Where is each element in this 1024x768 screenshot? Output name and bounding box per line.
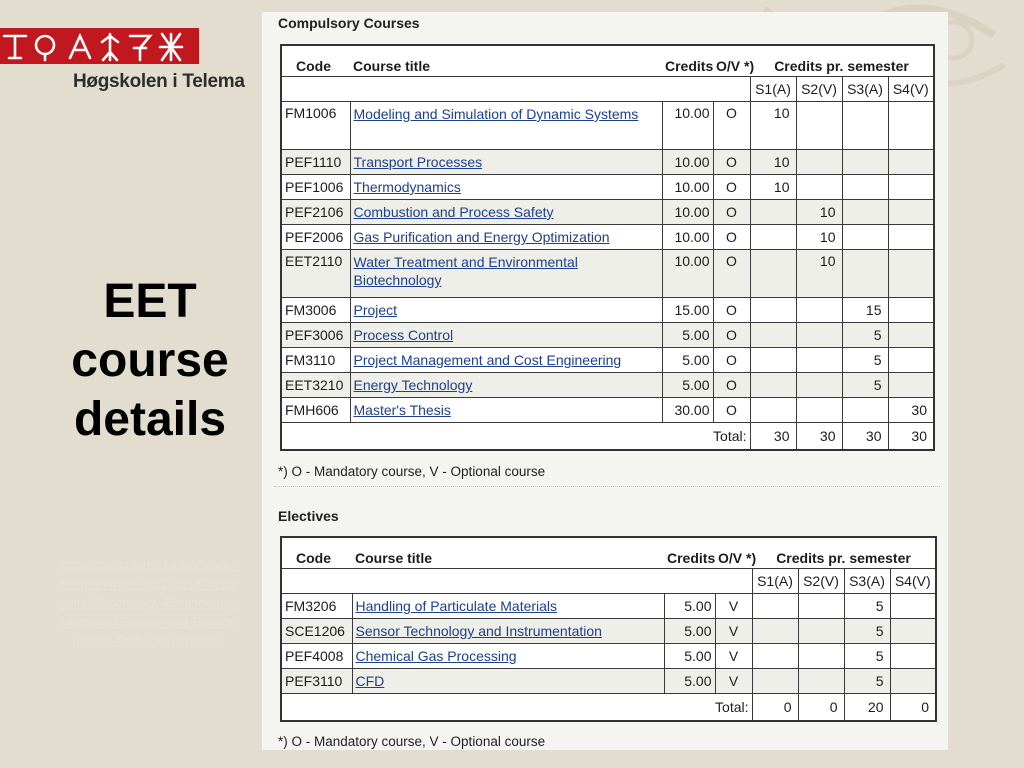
header-row — [281, 45, 934, 77]
semester-header: S2(V) — [798, 569, 844, 594]
semester-credits — [888, 373, 934, 398]
course-title-cell — [350, 150, 662, 175]
course-code: PEF3006 — [281, 323, 350, 348]
total-row — [281, 423, 934, 451]
course-credits: 30.00 — [662, 398, 713, 423]
semester-credits: 10 — [796, 200, 842, 225]
semester-credits — [888, 323, 934, 348]
table-row — [281, 669, 936, 694]
compulsory-table — [280, 44, 935, 451]
petroglyph-logo-icon — [0, 28, 199, 64]
semester-credits — [752, 644, 798, 669]
semester-credits — [750, 398, 796, 423]
course-code: EET2110 — [281, 250, 350, 298]
course-title-cell — [350, 102, 662, 150]
course-code: PEF1110 — [281, 150, 350, 175]
semester-credits — [888, 348, 934, 373]
compulsory-footnote: *) O - Mandatory course, V - Optional course — [278, 464, 546, 479]
course-credits: 10.00 — [662, 250, 713, 298]
course-title-link[interactable]: Gas Purification and Energy Optimization — [353, 229, 610, 245]
semester-credits — [888, 175, 934, 200]
semester-credits: 10 — [750, 175, 796, 200]
semester-credits — [888, 150, 934, 175]
semester-credits — [888, 250, 934, 298]
semester-credits — [750, 225, 796, 250]
course-title-link[interactable]: Combustion and Process Safety — [353, 204, 554, 220]
semester-credits: 10 — [750, 150, 796, 175]
semester-credits — [796, 150, 842, 175]
table-row — [281, 619, 936, 644]
course-code: PEF3110 — [281, 669, 352, 694]
course-ov: O — [713, 225, 750, 250]
semester-credits — [888, 225, 934, 250]
course-code: PEF2106 — [281, 200, 350, 225]
course-title-cell — [350, 323, 662, 348]
total-value: 0 — [752, 694, 798, 722]
semester-credits — [798, 644, 844, 669]
course-title-cell — [350, 398, 662, 423]
course-credits: 5.00 — [664, 644, 715, 669]
semester-credits — [796, 102, 842, 150]
col-header-title: Course title — [353, 58, 431, 74]
table-row — [281, 150, 934, 175]
course-credits: 5.00 — [664, 669, 715, 694]
semester-credits — [750, 250, 796, 298]
semester-credits — [888, 102, 934, 150]
semester-credits: 10 — [750, 102, 796, 150]
course-ov: V — [715, 619, 752, 644]
semester-credits: 5 — [842, 373, 888, 398]
course-code: PEF4008 — [281, 644, 352, 669]
semester-header: S1(A) — [752, 569, 798, 594]
semester-credits — [842, 250, 888, 298]
course-title-cell — [352, 619, 664, 644]
table-row — [281, 644, 936, 669]
semester-credits — [890, 594, 936, 619]
col-header-credits: Credits — [667, 550, 716, 566]
semester-credits — [750, 200, 796, 225]
semester-header-row — [281, 569, 936, 594]
semester-credits — [752, 669, 798, 694]
total-value: 30 — [842, 423, 888, 451]
course-ov: O — [713, 200, 750, 225]
semester-credits: 5 — [844, 644, 890, 669]
course-ov: O — [713, 175, 750, 200]
course-title-link[interactable]: Project — [353, 302, 398, 318]
table-row — [281, 398, 934, 423]
table-row — [281, 298, 934, 323]
table-row — [281, 225, 934, 250]
semester-credits — [842, 175, 888, 200]
semester-header-blank — [281, 569, 752, 594]
course-ov: O — [713, 102, 750, 150]
course-title-link[interactable]: Master's Thesis — [353, 402, 451, 418]
course-credits: 10.00 — [662, 175, 713, 200]
title-line: details — [73, 393, 227, 446]
course-code: FM3110 — [281, 348, 350, 373]
semester-credits — [796, 298, 842, 323]
table-row — [281, 323, 934, 348]
course-ov: O — [713, 323, 750, 348]
total-value: 30 — [750, 423, 796, 451]
semester-credits — [842, 150, 888, 175]
course-title-link[interactable]: Transport Processes — [353, 154, 483, 170]
course-credits: 10.00 — [662, 102, 713, 150]
course-title-link[interactable]: Handling of Particulate Materials — [355, 598, 558, 614]
total-label: Total: — [281, 423, 750, 451]
course-code: PEF1006 — [281, 175, 350, 200]
semester-credits: 5 — [842, 348, 888, 373]
semester-header: S3(A) — [842, 77, 888, 102]
course-code: FM3206 — [281, 594, 352, 619]
semester-credits — [888, 298, 934, 323]
col-header-ov: O/V *) — [716, 58, 755, 74]
course-title-link[interactable]: Project Management and Cost Engineering — [353, 352, 622, 368]
col-header-semester: Credits pr. semester — [774, 58, 909, 74]
col-header-credits: Credits — [665, 58, 714, 74]
course-credits: 5.00 — [664, 594, 715, 619]
semester-credits: 30 — [888, 398, 934, 423]
school-logo — [0, 28, 199, 64]
course-title-link[interactable]: Energy Technology — [353, 377, 473, 393]
course-code: EET3210 — [281, 373, 350, 398]
semester-credits — [752, 619, 798, 644]
semester-credits — [796, 348, 842, 373]
slide-title — [40, 272, 260, 449]
course-panel — [262, 12, 948, 750]
semester-header-blank — [281, 77, 750, 102]
semester-credits — [798, 619, 844, 644]
col-header-ov: O/V *) — [718, 550, 757, 566]
semester-credits — [750, 348, 796, 373]
course-ov: O — [713, 373, 750, 398]
semester-credits — [750, 323, 796, 348]
course-ov: O — [713, 398, 750, 423]
semester-header-row — [281, 77, 934, 102]
course-title-link[interactable]: Modeling and Simulation of Dynamic Systems — [353, 106, 639, 122]
semester-credits: 5 — [844, 594, 890, 619]
table-row — [281, 594, 936, 619]
table-row — [281, 373, 934, 398]
semester-header: S2(V) — [796, 77, 842, 102]
table-row — [281, 102, 934, 150]
semester-header: S4(V) — [890, 569, 936, 594]
total-value: 30 — [796, 423, 842, 451]
electives-table — [280, 536, 937, 722]
course-credits: 5.00 — [662, 373, 713, 398]
course-credits: 15.00 — [662, 298, 713, 323]
col-header-code: Code — [296, 550, 331, 566]
course-title-cell — [350, 175, 662, 200]
total-value: 0 — [890, 694, 936, 722]
semester-credits — [796, 398, 842, 423]
header-row — [281, 537, 936, 569]
table-row — [281, 250, 934, 298]
semester-credits — [798, 669, 844, 694]
course-title-cell — [350, 200, 662, 225]
curriculum-link[interactable]: http://curriculums.hit.no/Study-Programmes-2012-2013/Nettvisning/Technology-Engineering/Master-of-Energy-and-Environmental-Technology-master — [60, 557, 238, 648]
table-row — [281, 200, 934, 225]
course-title-cell — [350, 298, 662, 323]
table-row — [281, 175, 934, 200]
semester-header: S4(V) — [888, 77, 934, 102]
course-title-link[interactable]: CFD — [355, 673, 385, 689]
col-header-title: Course title — [355, 550, 433, 566]
electives-heading: Electives — [278, 508, 339, 524]
semester-credits — [796, 373, 842, 398]
course-credits: 10.00 — [662, 150, 713, 175]
course-ov: O — [713, 348, 750, 373]
total-value: 20 — [844, 694, 890, 722]
table-row — [281, 348, 934, 373]
electives-footnote: *) O - Mandatory course, V - Optional course — [278, 734, 546, 749]
semester-credits — [796, 323, 842, 348]
course-title-link[interactable]: Process Control — [353, 327, 454, 343]
course-credits: 10.00 — [662, 225, 713, 250]
course-code: FMH606 — [281, 398, 350, 423]
col-header-code: Code — [296, 58, 331, 74]
course-code: FM1006 — [281, 102, 350, 150]
semester-credits — [890, 619, 936, 644]
semester-credits: 10 — [796, 250, 842, 298]
semester-credits — [752, 594, 798, 619]
course-title-link[interactable]: Sensor Technology and Instrumentation — [355, 623, 602, 639]
course-ov: O — [713, 250, 750, 298]
semester-credits — [796, 175, 842, 200]
course-title-cell — [350, 348, 662, 373]
course-title-cell — [352, 644, 664, 669]
col-header-semester: Credits pr. semester — [776, 550, 911, 566]
course-code: FM3006 — [281, 298, 350, 323]
course-credits: 5.00 — [664, 619, 715, 644]
course-code: PEF2006 — [281, 225, 350, 250]
course-title-link[interactable]: Chemical Gas Processing — [355, 648, 517, 664]
semester-credits — [750, 373, 796, 398]
semester-credits — [890, 644, 936, 669]
semester-credits — [890, 669, 936, 694]
course-ov: V — [715, 669, 752, 694]
semester-credits: 5 — [842, 323, 888, 348]
semester-header: S1(A) — [750, 77, 796, 102]
semester-credits — [798, 594, 844, 619]
semester-credits — [842, 200, 888, 225]
course-credits: 5.00 — [662, 348, 713, 373]
title-line: course — [71, 334, 229, 387]
semester-credits: 5 — [844, 619, 890, 644]
title-line: EET — [103, 275, 197, 328]
total-value: 0 — [798, 694, 844, 722]
course-title-link[interactable]: Water Treatment and Environmental Biotechnology — [353, 254, 578, 288]
total-value: 30 — [888, 423, 934, 451]
course-ov: O — [713, 150, 750, 175]
course-title-cell — [350, 225, 662, 250]
compulsory-heading: Compulsory Courses — [278, 15, 420, 31]
semester-credits — [842, 398, 888, 423]
course-ov: V — [715, 644, 752, 669]
course-title-cell — [350, 373, 662, 398]
course-credits: 10.00 — [662, 200, 713, 225]
section-divider — [274, 486, 940, 487]
course-credits: 5.00 — [662, 323, 713, 348]
course-title-cell — [352, 594, 664, 619]
course-ov: V — [715, 594, 752, 619]
semester-credits — [888, 200, 934, 225]
course-title-link[interactable]: Thermodynamics — [353, 179, 461, 195]
semester-credits: 10 — [796, 225, 842, 250]
semester-credits — [842, 225, 888, 250]
school-name: Høgskolen i Telema — [73, 71, 245, 92]
semester-credits — [842, 102, 888, 150]
course-title-cell — [350, 250, 662, 298]
course-ov: O — [713, 298, 750, 323]
semester-credits: 5 — [844, 669, 890, 694]
semester-header: S3(A) — [844, 569, 890, 594]
semester-credits — [750, 298, 796, 323]
total-label: Total: — [281, 694, 752, 722]
course-title-cell — [352, 669, 664, 694]
course-code: SCE1206 — [281, 619, 352, 644]
semester-credits: 15 — [842, 298, 888, 323]
total-row — [281, 694, 936, 722]
